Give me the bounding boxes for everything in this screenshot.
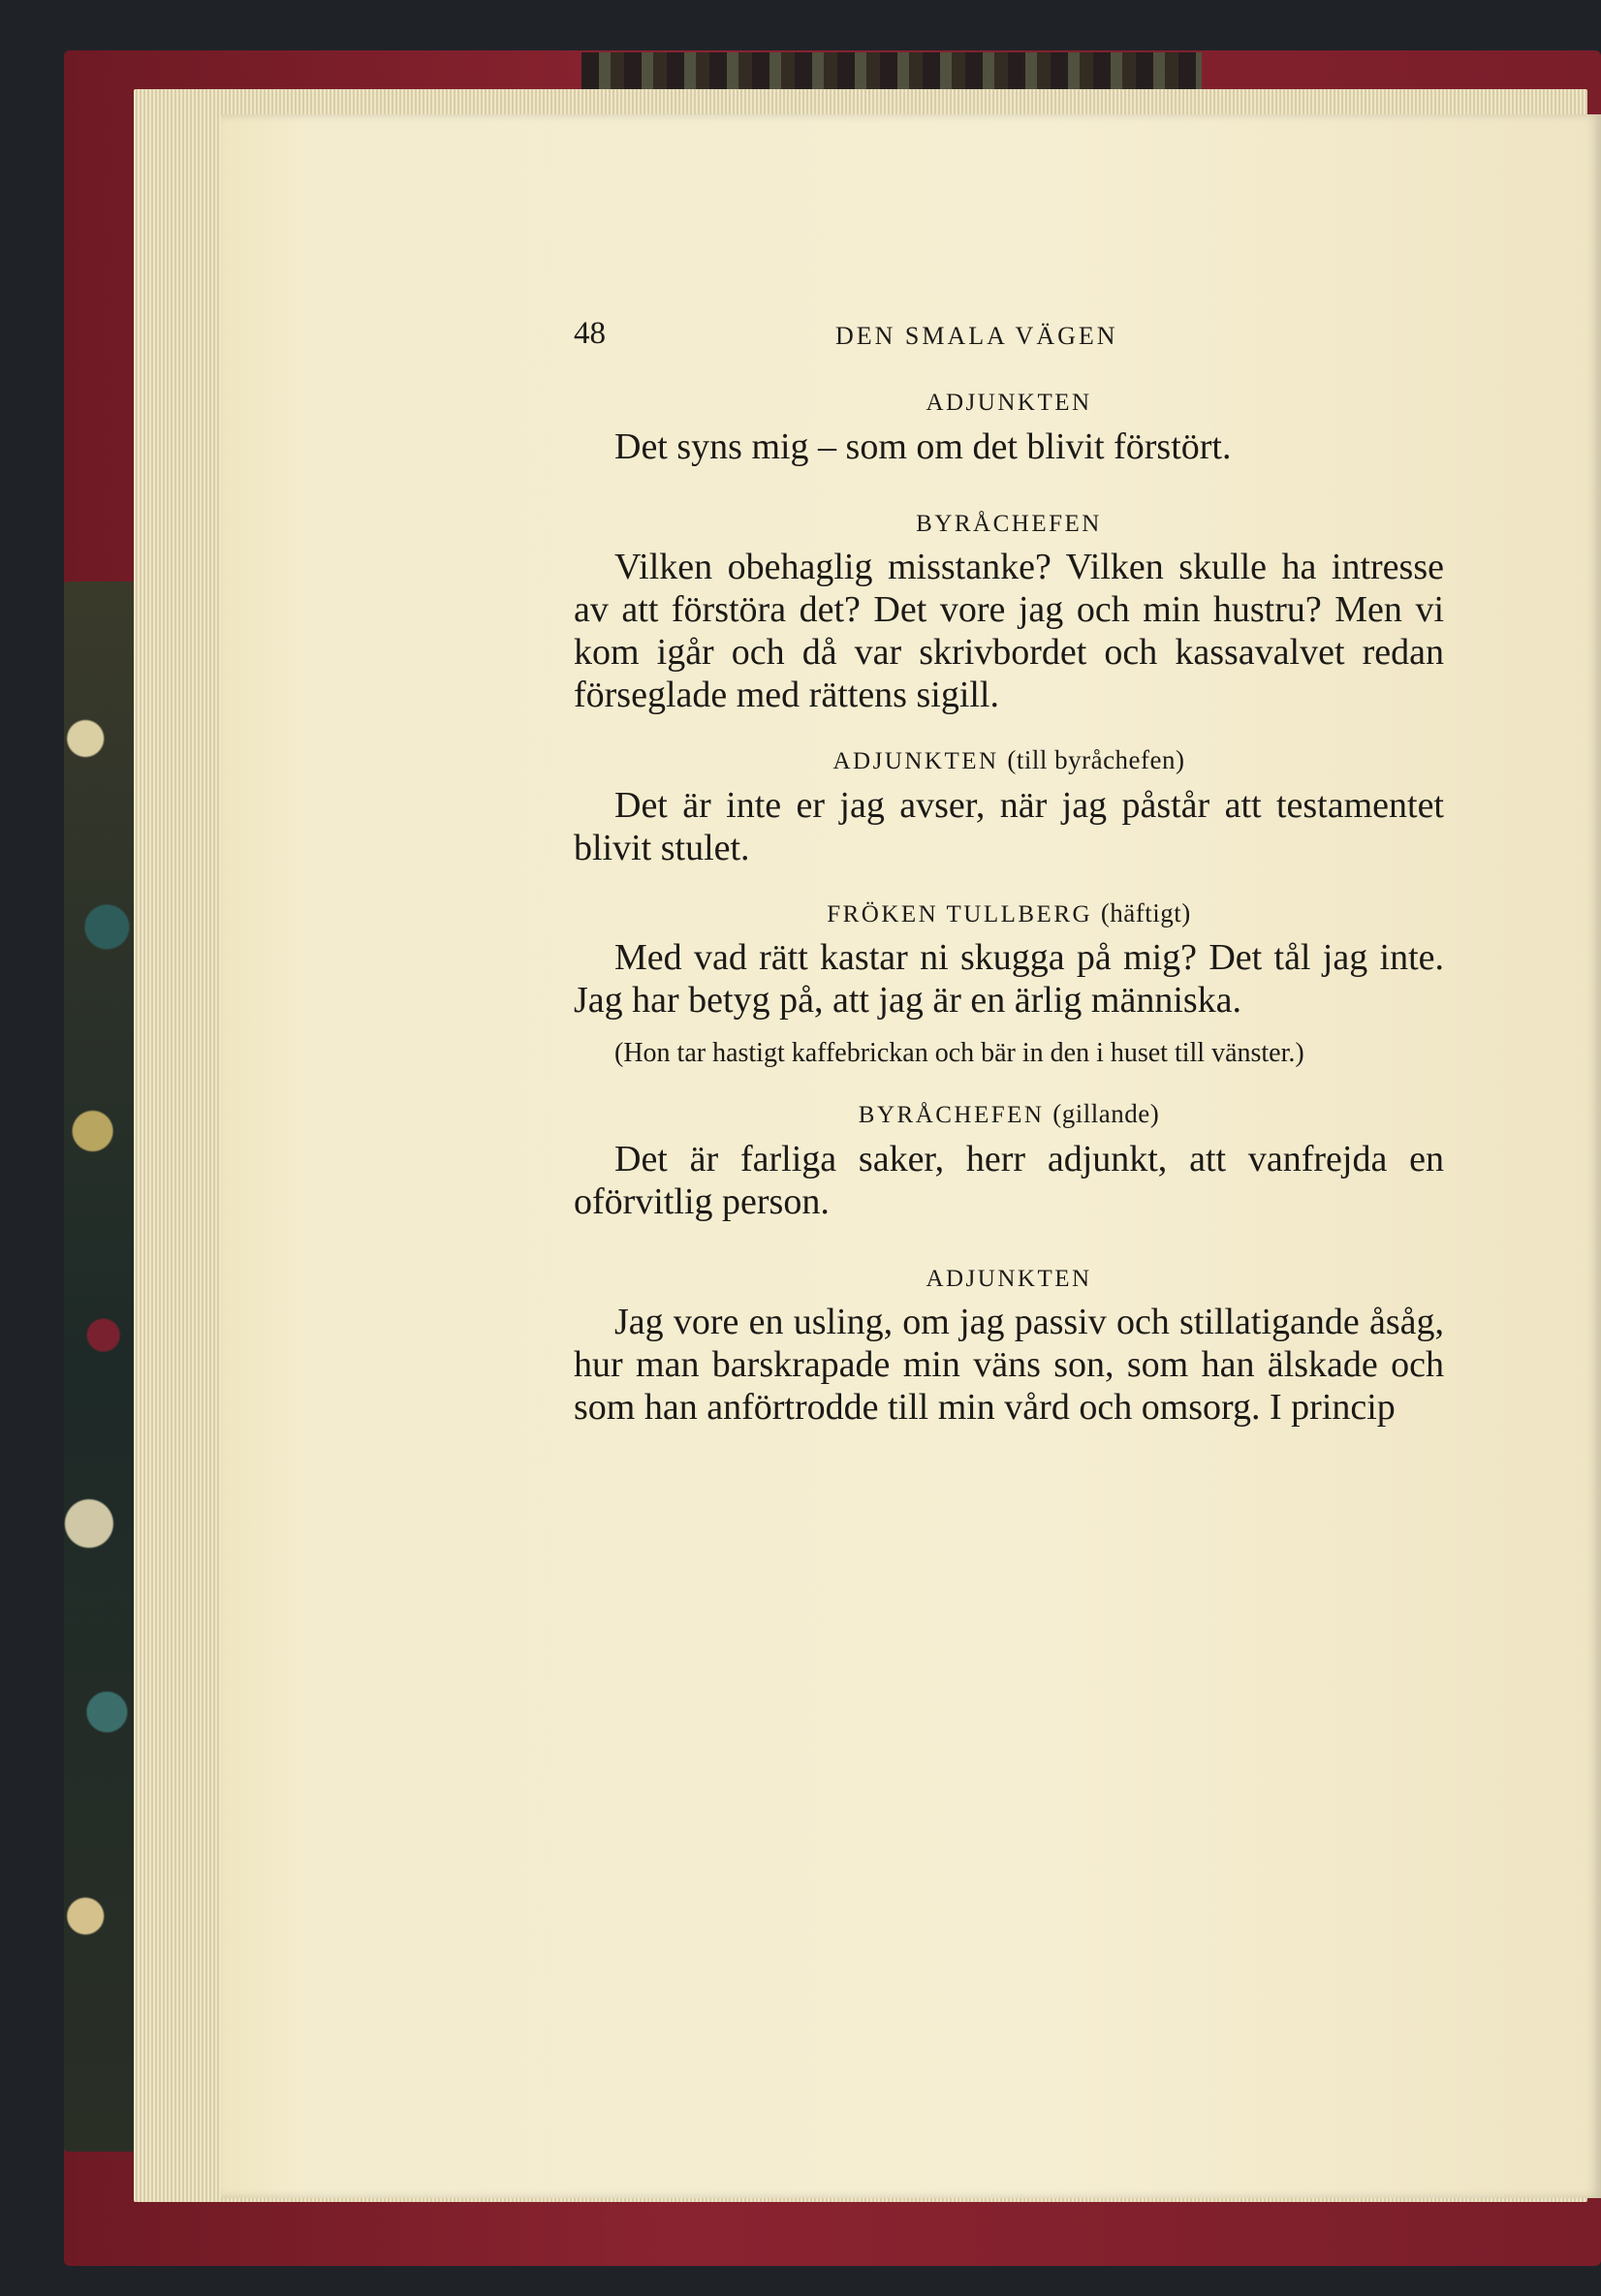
speaker-name: FRÖKEN TULLBERG <box>827 900 1093 928</box>
speaker-heading <box>574 743 1444 778</box>
speaker-name: ADJUNKTEN <box>832 748 999 774</box>
speech-paragraph: Det syns mig – som om det blivit förstört. <box>614 425 1232 467</box>
speaker-heading <box>574 896 1444 931</box>
page-number: 48 <box>574 316 606 351</box>
stage-direction-inline: (häftigt) <box>1100 897 1191 928</box>
speaker-heading <box>574 1097 1444 1132</box>
speaker-name: ADJUNKTEN <box>926 390 1092 416</box>
speaker-heading <box>574 388 1444 420</box>
page-content <box>574 310 1444 1429</box>
stage-direction-inline: (gillande) <box>1052 1099 1160 1128</box>
running-title: DEN SMALA VÄGEN <box>835 322 1118 350</box>
speaker-heading <box>574 509 1444 541</box>
stage-direction: (Hon tar hastigt kaffebrickan och bär in den i huset till vänster.) <box>614 1038 1304 1068</box>
speaker-name: BYRÅCHEFEN <box>858 1102 1045 1128</box>
speech-paragraph: Vilken obehaglig misstanke? Vilken skulle ha intresse av att förstöra det? Det vore jag och min hustru? Men vi kom igår och då var skrivbordet och kassavalvet redan förseglade med rättens sigill. <box>574 547 1444 715</box>
speech-paragraph: Jag vore en usling, om jag passiv och stillatigande åsåg, hur man barskrapade min väns son, som han älskade och som han anförtrodde till min vård och omsorg. I princip <box>574 1302 1444 1428</box>
speech-paragraph: Det är farliga saker, herr adjunkt, att vanfrejda en oförvitlig person. <box>574 1138 1444 1222</box>
stage-direction-inline: (till byråchefen) <box>1007 745 1185 774</box>
speaker-name: BYRÅCHEFEN <box>916 510 1102 537</box>
speech-paragraph: Det är inte er jag avser, när jag påstår att testamentet blivit stulet. <box>574 784 1444 868</box>
speech-paragraph: Med vad rätt kastar ni skugga på mig? Det tål jag inte. Jag har betyg på, att jag är en ärlig människa. <box>574 937 1444 1021</box>
speaker-heading <box>574 1264 1444 1296</box>
marbled-endpaper-left <box>64 582 136 2152</box>
running-header <box>574 310 1444 359</box>
speaker-name: ADJUNKTEN <box>926 1265 1092 1292</box>
